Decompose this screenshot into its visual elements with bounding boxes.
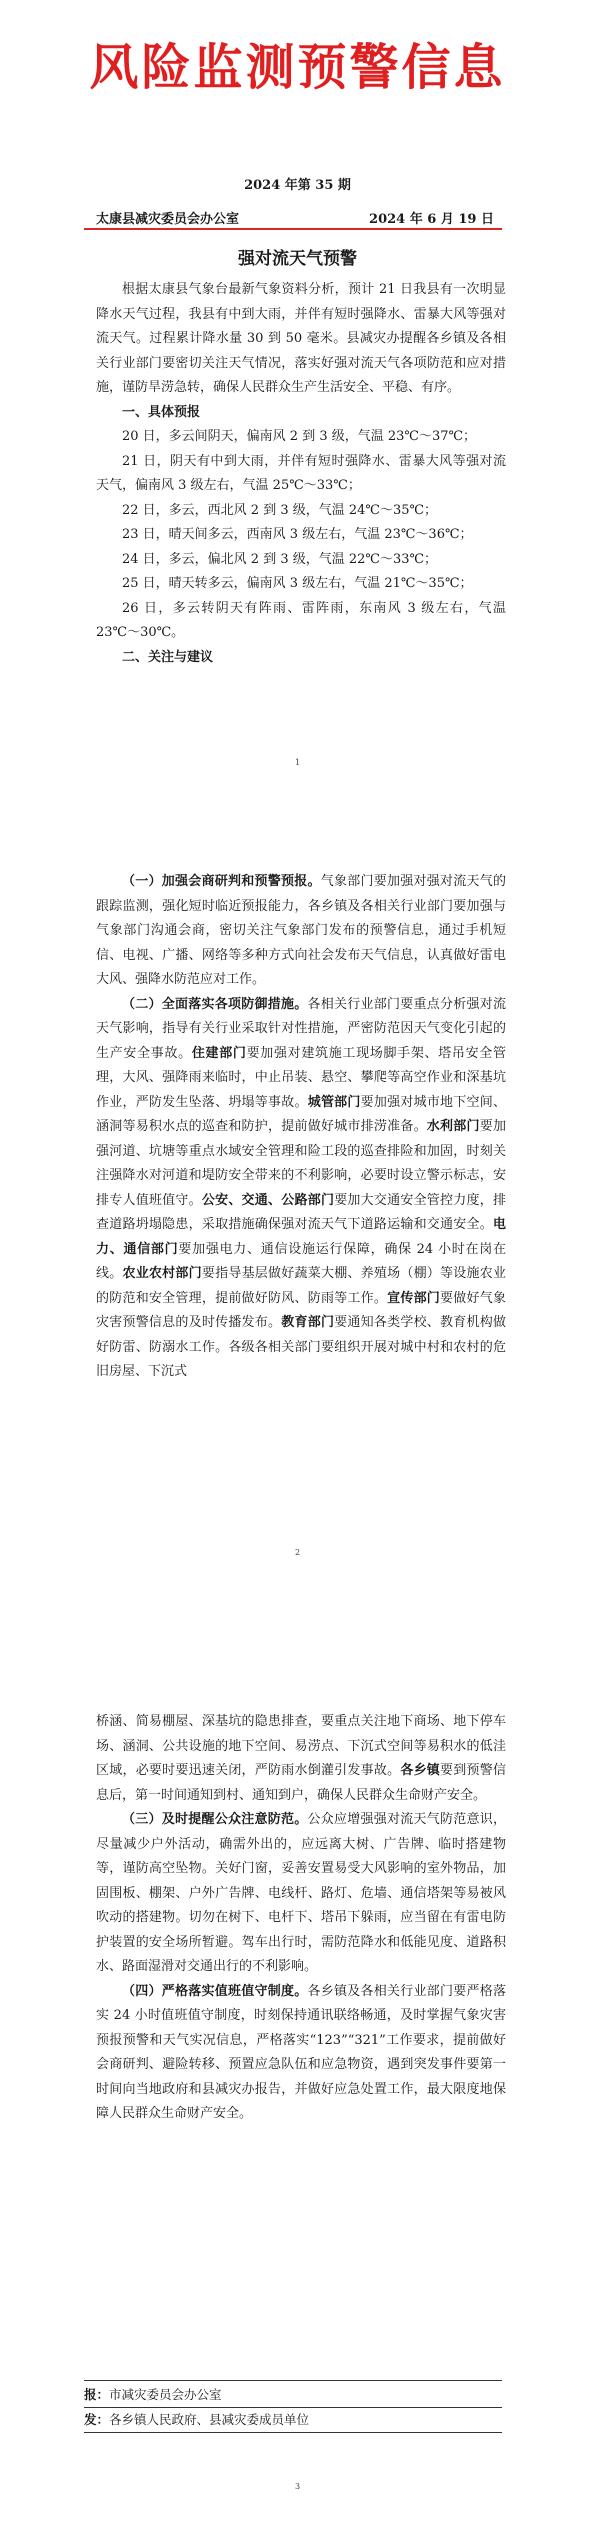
advice-paragraph-3: （三）及时提醒公众注意防范。公众应增强强对流天气防范意识，尽量减少户外活动，确需外出的，应远离大树、广告牌、临时搭建物等，谨防高空坠物。关好门窗，妥善安置易受大风影响的室外物品，加固围板、棚架、户外广告牌、电线杆、路灯、危墙、通信塔架等易被风吹动的搭建物。切勿在树下、电杆下、塔吊下躲雨，应当留在有雷电防护装置的安全场所暂避。驾车出行时，需防范降水和低能见度、道路积水、路面湿滑对交通出行的不利影响。 (96, 1812, 506, 1974)
forecast-item: 21 日，阴天有中到大雨，并伴有短时强降水、雷暴大风等强对流天气，偏南风 3 级左右，气温 25℃～33℃； (96, 453, 506, 493)
footer-bottom-rule (84, 2432, 502, 2433)
footer-middle-rule (84, 2407, 502, 2408)
advice-paragraph-2: （二）全面落实各项防御措施。各相关行业部门要重点分析强对流天气影响，指导有关行业采取针对性措施，严密防范因天气变化引起的生产安全事故。住建部门要加强对建筑施工现场脚手架、塔吊安全管理，大风、强降雨来临时，中止吊装、悬空、攀爬等高空作业和深基坑作业，严防发生坠落、坍塌等事故。城管部门要加强对城市地下空间、涵洞等易积水点的巡查和防护，提前做好城市排涝准备。水利部门要加强河道、坑塘等重点水域安全管理和险工段的巡查排险和加固，时刻关注强降水对河道和堤防安全带来的不利影响，必要时设立警示标志，安排专人值班值守。公安、交通、公路部门要加大交通安全管控力度，排查道路坍塌隐患，采取措施确保强对流天气下道路运输和交通安全。电力、通信部门要加强电力、通信设施运行保障，确保 24 小时在岗在线。农业农村部门要指导基层做好蔬菜大棚、养殖场（棚）等设施农业的防范和安全管理，提前做好防风、防雨等工作。宣传部门要做好气象灾害预警信息的及时传播发布。教育部门要通知各类学校、教育机构做好防雷、防溺水工作。各级各相关部门要组织开展对城中村和农村的危旧房屋、下沉式 (96, 996, 506, 1379)
forecast-item: 24 日，多云，偏北风 2 到 3 级，气温 22℃～33℃； (122, 551, 438, 567)
page1-body (96, 278, 506, 670)
section-heading-advice: 二、关注与建议 (122, 649, 214, 665)
document-page-3 (0, 1710, 595, 2526)
footer-report-line (84, 2384, 502, 2406)
forecast-item: 25 日，晴天转多云，偏南风 3 级左右，气温 21℃～35℃； (122, 576, 473, 591)
page-number: 3 (294, 2482, 301, 2491)
forecast-item: 22 日，多云，西北风 2 到 3 级，气温 24℃～35℃； (122, 502, 438, 518)
advice-lead: （一）加强会商研判和预警预报。 (122, 874, 321, 889)
header-divider (84, 228, 502, 230)
department-name: 宣传部门 (387, 1290, 441, 1306)
issue-number: 2024 年第 35 期 (244, 178, 351, 193)
advice-lead: （三）及时提醒公众注意防范。 (122, 1812, 308, 1827)
document-page-2 (0, 790, 595, 1710)
send-recipients: 各乡镇人民政府、县减灾委成员单位 (109, 2412, 310, 2427)
report-label: 报： (84, 2387, 110, 2402)
send-label: 发： (84, 2412, 110, 2427)
department-name: 住建部门 (191, 1045, 247, 1061)
forecast-item: 23 日，晴天间多云，西南风 3 级左右，气温 23℃～36℃； (122, 527, 473, 542)
advice-paragraph-1: （一）加强会商研判和预警预报。气象部门要加强对强对流天气的跟踪监测，强化短时临近预报能力，各乡镇及各相关行业部门要加强与气象部门沟通会商，密切关注气象部门发布的预警信息，通过手机短信、电视、广播、网络等多种方式向社会发布天气信息，认真做好雷电大风、强降水防范应对工作。 (96, 874, 506, 987)
page-number: 2 (294, 1548, 301, 1557)
page-number: 1 (294, 758, 301, 767)
department-name: 教育部门 (281, 1315, 335, 1330)
advice-paragraph-2-continued: 桥涵、简易棚屋、深基坑的隐患排查，要重点关注地下商场、地下停车场、涵洞、公共设施的地下空间、易涝点、下沉式空间等易积水的低洼区域，必要时要迅速关闭，严防雨水倒灌引发事故。各乡镇要到预警信息后，第一时间通知到村、通知到户，确保人民群众生命财产安全。 (96, 1714, 506, 1803)
page2-body (96, 870, 506, 1385)
masthead-title: 风险监测预警信息 (89, 39, 506, 96)
advice-lead: （四）严格落实值班值守制度。 (122, 1983, 308, 1999)
department-name: 公安、交通、公路部门 (201, 1192, 335, 1208)
footer-send-line (84, 2409, 502, 2431)
report-recipient: 市减灾委员会办公室 (109, 2387, 222, 2402)
issuer: 太康县减灾委员会办公室 (96, 212, 240, 227)
document-page-1 (0, 0, 595, 790)
advice-paragraph-4: （四）严格落实值班值守制度。各乡镇及各相关行业部门要严格落实 24 小时值班值守制度，时刻保持通讯联络畅通，及时掌握气象灾害预报预警和天气实况信息，严格落实“123”“321”工作要求，提前做好会商研判、避险转移、预置应急队伍和应急物资，遇到突发事件要第一时间向当地政府和县减灾办报告，并做好应急处置工作，最大限度地保障人民群众生命财产安全。 (96, 1983, 506, 2121)
department-name: 水利部门 (426, 1119, 480, 1134)
intro-paragraph: 根据太康县气象台最新气象资料分析，预计 21 日我县有一次明显降水天气过程，我县有中到大雨，并伴有短时强降水、雷暴大风等强对流天气。过程累计降水量 30 到 50 毫米。县减灾办提醒各乡镇及各相关行业部门要密切关注天气情况，落实好强对流天气各项防范和应对措施，谨防旱涝急转，确保人民群众生产生活安全、平稳、有序。 (96, 282, 506, 395)
page3-body (96, 1710, 506, 2127)
document-title: 强对流天气预警 (238, 249, 357, 269)
section-heading-forecast: 一、具体预报 (122, 404, 201, 420)
footer-top-rule (84, 2380, 502, 2381)
forecast-item: 20 日，多云间阴天，偏南风 2 到 3 级，气温 23℃～37℃； (122, 429, 477, 444)
department-name: 农业农村部门 (122, 1266, 202, 1281)
department-name: 电力、通信部门 (96, 1217, 506, 1257)
advice-lead: （二）全面落实各项防御措施。 (122, 996, 308, 1012)
forecast-item: 26 日，多云转阴天有阵雨、雷阵雨，东南风 3 级左右，气温 23℃～30℃。 (96, 600, 506, 640)
department-name: 城管部门 (307, 1094, 361, 1110)
department-name: 各乡镇 (400, 1763, 441, 1778)
issue-date: 2024 年 6 月 19 日 (369, 212, 494, 227)
